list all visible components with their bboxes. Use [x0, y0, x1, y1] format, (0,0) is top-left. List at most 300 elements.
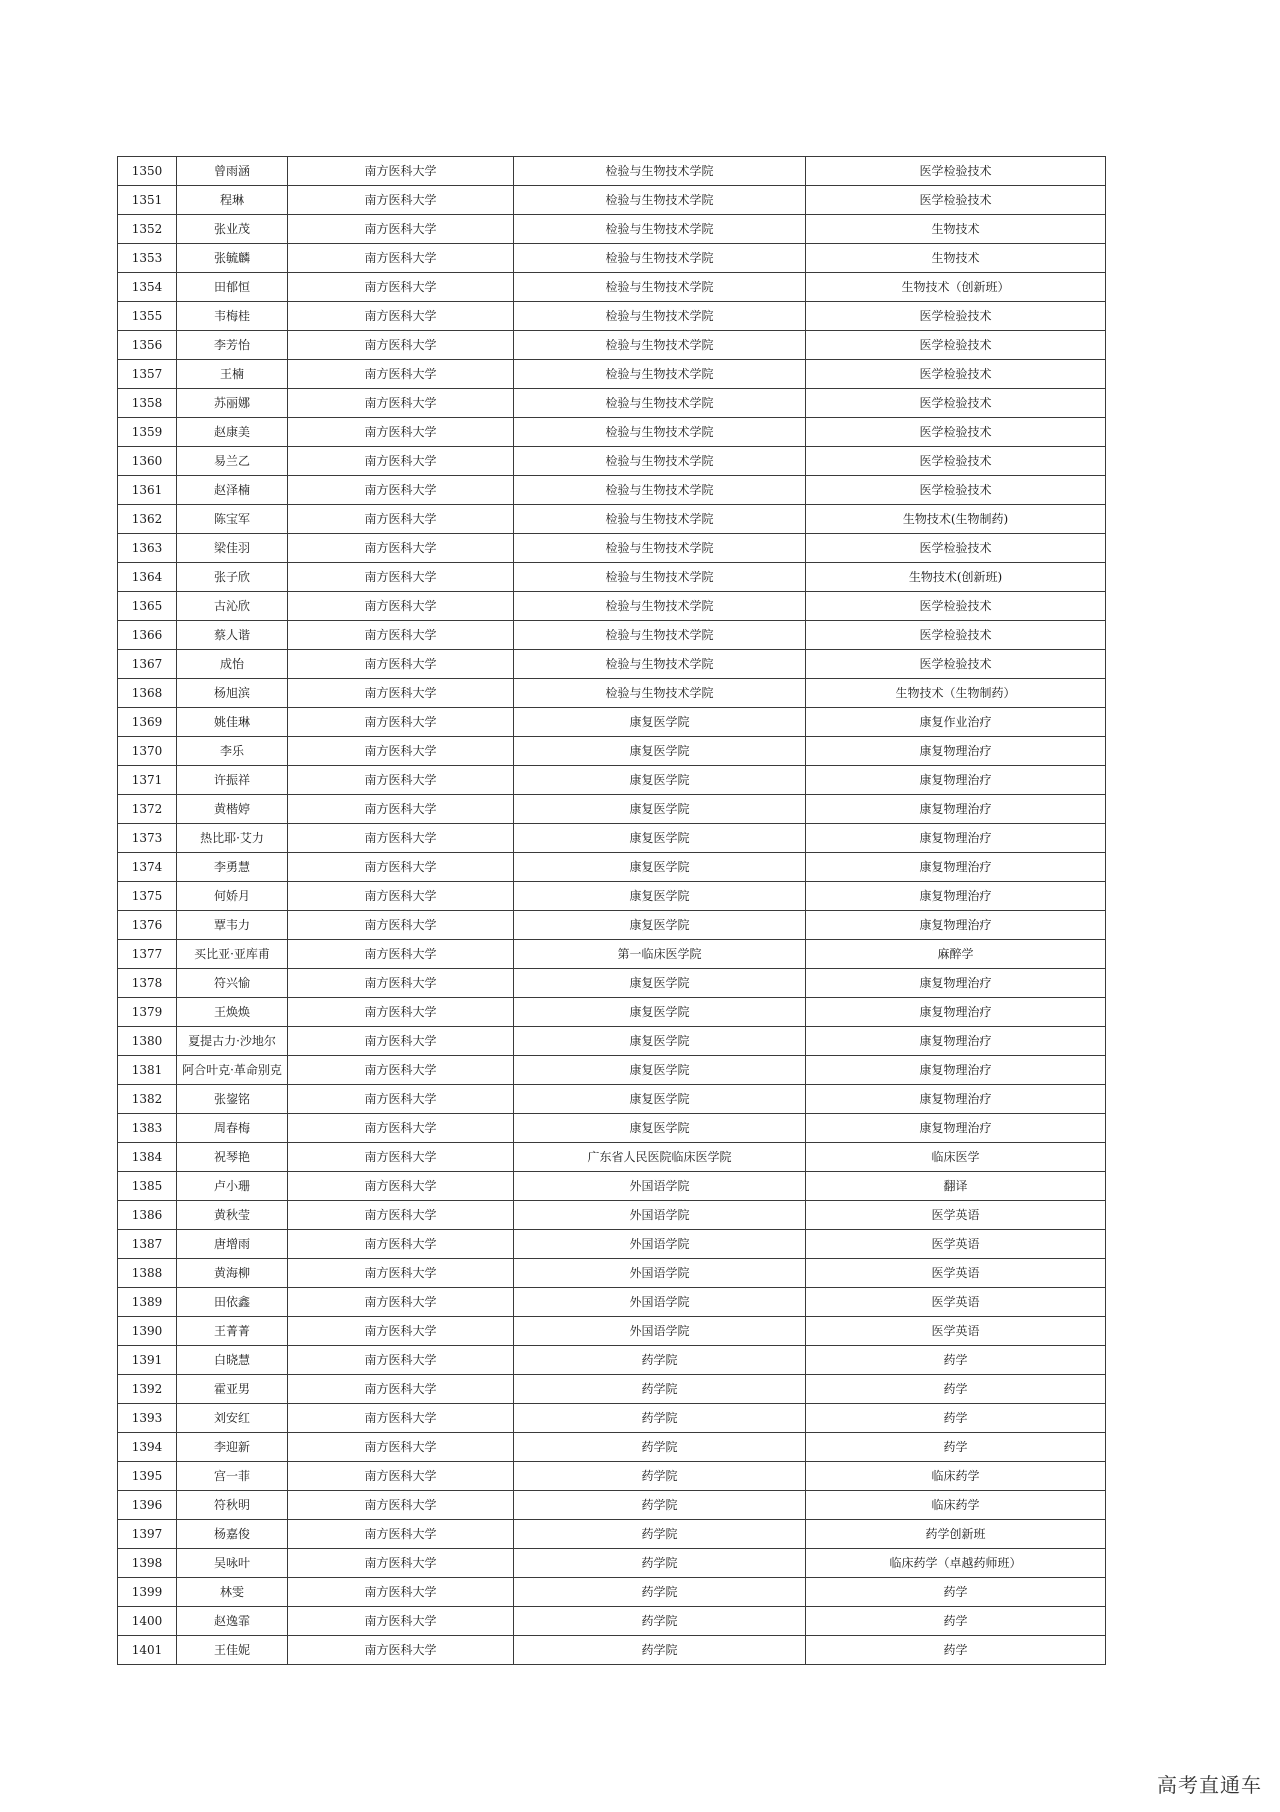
university-cell: 南方医科大学: [288, 911, 514, 940]
student-name-cell: 李乐: [177, 737, 288, 766]
college-cell: 康复医学院: [514, 737, 806, 766]
university-cell: 南方医科大学: [288, 708, 514, 737]
student-name-cell: 古沁欣: [177, 592, 288, 621]
major-cell: 医学检验技术: [806, 447, 1106, 476]
watermark-text: 高考直通车: [1157, 1773, 1262, 1797]
table-row: [118, 418, 1106, 447]
student-name-cell: 李迎新: [177, 1433, 288, 1462]
serial-number-cell: 1367: [118, 650, 177, 679]
major-cell: 康复物理治疗: [806, 766, 1106, 795]
student-name-cell: 田依鑫: [177, 1288, 288, 1317]
major-cell: 生物技术: [806, 215, 1106, 244]
university-cell: 南方医科大学: [288, 563, 514, 592]
major-cell: 医学英语: [806, 1201, 1106, 1230]
college-cell: 康复医学院: [514, 1027, 806, 1056]
university-cell: 南方医科大学: [288, 1230, 514, 1259]
serial-number-cell: 1362: [118, 505, 177, 534]
student-name-cell: 王焕焕: [177, 998, 288, 1027]
student-name-cell: 成怡: [177, 650, 288, 679]
serial-number-cell: 1355: [118, 302, 177, 331]
serial-number-cell: 1383: [118, 1114, 177, 1143]
table-row: [118, 882, 1106, 911]
university-cell: 南方医科大学: [288, 273, 514, 302]
major-cell: 医学检验技术: [806, 534, 1106, 563]
table-row: [118, 650, 1106, 679]
table-row: [118, 1201, 1106, 1230]
university-cell: 南方医科大学: [288, 621, 514, 650]
college-cell: 康复医学院: [514, 708, 806, 737]
student-name-cell: 唐增雨: [177, 1230, 288, 1259]
serial-number-cell: 1351: [118, 186, 177, 215]
college-cell: 药学院: [514, 1375, 806, 1404]
student-name-cell: 李勇慧: [177, 853, 288, 882]
table-row: [118, 447, 1106, 476]
table-row: [118, 940, 1106, 969]
college-cell: 检验与生物技术学院: [514, 186, 806, 215]
college-cell: 检验与生物技术学院: [514, 302, 806, 331]
table-row: [118, 1317, 1106, 1346]
serial-number-cell: 1389: [118, 1288, 177, 1317]
serial-number-cell: 1357: [118, 360, 177, 389]
serial-number-cell: 1373: [118, 824, 177, 853]
college-cell: 检验与生物技术学院: [514, 447, 806, 476]
major-cell: 医学检验技术: [806, 592, 1106, 621]
major-cell: 生物技术（创新班）: [806, 273, 1106, 302]
serial-number-cell: 1354: [118, 273, 177, 302]
table-row: [118, 1462, 1106, 1491]
college-cell: 药学院: [514, 1520, 806, 1549]
university-cell: 南方医科大学: [288, 360, 514, 389]
college-cell: 检验与生物技术学院: [514, 244, 806, 273]
table-row: [118, 679, 1106, 708]
table-row: [118, 1491, 1106, 1520]
serial-number-cell: 1356: [118, 331, 177, 360]
student-name-cell: 赵泽楠: [177, 476, 288, 505]
serial-number-cell: 1374: [118, 853, 177, 882]
student-name-cell: 李芳怡: [177, 331, 288, 360]
college-cell: 检验与生物技术学院: [514, 273, 806, 302]
student-name-cell: 符兴愉: [177, 969, 288, 998]
major-cell: 医学检验技术: [806, 621, 1106, 650]
serial-number-cell: 1398: [118, 1549, 177, 1578]
major-cell: 生物技术: [806, 244, 1106, 273]
serial-number-cell: 1401: [118, 1636, 177, 1665]
table-row: [118, 795, 1106, 824]
university-cell: 南方医科大学: [288, 1288, 514, 1317]
table-row: [118, 1230, 1106, 1259]
college-cell: 药学院: [514, 1578, 806, 1607]
table-row: [118, 389, 1106, 418]
university-cell: 南方医科大学: [288, 1085, 514, 1114]
table-row: [118, 1143, 1106, 1172]
serial-number-cell: 1370: [118, 737, 177, 766]
table-row: [118, 621, 1106, 650]
student-name-cell: 韦梅桂: [177, 302, 288, 331]
university-cell: 南方医科大学: [288, 650, 514, 679]
university-cell: 南方医科大学: [288, 1375, 514, 1404]
table-row: [118, 1056, 1106, 1085]
student-name-cell: 符秋明: [177, 1491, 288, 1520]
college-cell: 检验与生物技术学院: [514, 621, 806, 650]
college-cell: 第一临床医学院: [514, 940, 806, 969]
serial-number-cell: 1384: [118, 1143, 177, 1172]
serial-number-cell: 1366: [118, 621, 177, 650]
table-row: [118, 534, 1106, 563]
student-name-cell: 夏提古力·沙地尔: [177, 1027, 288, 1056]
college-cell: 康复医学院: [514, 1056, 806, 1085]
serial-number-cell: 1380: [118, 1027, 177, 1056]
serial-number-cell: 1375: [118, 882, 177, 911]
table-row: [118, 563, 1106, 592]
major-cell: 麻醉学: [806, 940, 1106, 969]
serial-number-cell: 1391: [118, 1346, 177, 1375]
serial-number-cell: 1382: [118, 1085, 177, 1114]
college-cell: 检验与生物技术学院: [514, 418, 806, 447]
university-cell: 南方医科大学: [288, 505, 514, 534]
university-cell: 南方医科大学: [288, 418, 514, 447]
student-name-cell: 周春梅: [177, 1114, 288, 1143]
table-row: [118, 1520, 1106, 1549]
student-name-cell: 程琳: [177, 186, 288, 215]
college-cell: 药学院: [514, 1404, 806, 1433]
student-name-cell: 祝琴艳: [177, 1143, 288, 1172]
student-name-cell: 张业茂: [177, 215, 288, 244]
major-cell: 康复物理治疗: [806, 1085, 1106, 1114]
university-cell: 南方医科大学: [288, 679, 514, 708]
college-cell: 康复医学院: [514, 882, 806, 911]
major-cell: 临床药学（卓越药师班）: [806, 1549, 1106, 1578]
university-cell: 南方医科大学: [288, 186, 514, 215]
major-cell: 药学: [806, 1578, 1106, 1607]
college-cell: 药学院: [514, 1607, 806, 1636]
table-row: [118, 360, 1106, 389]
table-row: [118, 505, 1106, 534]
table-row: [118, 215, 1106, 244]
table-row: [118, 1085, 1106, 1114]
student-name-cell: 曾雨涵: [177, 157, 288, 186]
student-name-cell: 王菁菁: [177, 1317, 288, 1346]
serial-number-cell: 1393: [118, 1404, 177, 1433]
university-cell: 南方医科大学: [288, 1056, 514, 1085]
university-cell: 南方医科大学: [288, 447, 514, 476]
table-row: [118, 737, 1106, 766]
serial-number-cell: 1372: [118, 795, 177, 824]
college-cell: 康复医学院: [514, 1085, 806, 1114]
major-cell: 药学: [806, 1375, 1106, 1404]
table-row: [118, 853, 1106, 882]
student-name-cell: 买比亚·亚库甫: [177, 940, 288, 969]
university-cell: 南方医科大学: [288, 302, 514, 331]
university-cell: 南方医科大学: [288, 766, 514, 795]
table-row: [118, 1636, 1106, 1665]
major-cell: 药学创新班: [806, 1520, 1106, 1549]
table-row: [118, 708, 1106, 737]
serial-number-cell: 1396: [118, 1491, 177, 1520]
serial-number-cell: 1387: [118, 1230, 177, 1259]
student-name-cell: 易兰乙: [177, 447, 288, 476]
university-cell: 南方医科大学: [288, 1636, 514, 1665]
university-cell: 南方医科大学: [288, 1462, 514, 1491]
student-name-cell: 黄海柳: [177, 1259, 288, 1288]
table-row: [118, 911, 1106, 940]
college-cell: 检验与生物技术学院: [514, 215, 806, 244]
university-cell: 南方医科大学: [288, 1549, 514, 1578]
university-cell: 南方医科大学: [288, 824, 514, 853]
university-cell: 南方医科大学: [288, 389, 514, 418]
major-cell: 康复物理治疗: [806, 969, 1106, 998]
student-name-cell: 姚佳琳: [177, 708, 288, 737]
serial-number-cell: 1361: [118, 476, 177, 505]
university-cell: 南方医科大学: [288, 969, 514, 998]
table-row: [118, 1346, 1106, 1375]
college-cell: 康复医学院: [514, 795, 806, 824]
table-row: [118, 157, 1106, 186]
serial-number-cell: 1385: [118, 1172, 177, 1201]
student-name-cell: 覃韦力: [177, 911, 288, 940]
student-name-cell: 林雯: [177, 1578, 288, 1607]
student-name-cell: 张毓麟: [177, 244, 288, 273]
major-cell: 医学检验技术: [806, 476, 1106, 505]
serial-number-cell: 1395: [118, 1462, 177, 1491]
student-name-cell: 杨嘉俊: [177, 1520, 288, 1549]
serial-number-cell: 1394: [118, 1433, 177, 1462]
college-cell: 药学院: [514, 1636, 806, 1665]
college-cell: 外国语学院: [514, 1172, 806, 1201]
student-name-cell: 陈宝军: [177, 505, 288, 534]
major-cell: 药学: [806, 1404, 1106, 1433]
major-cell: 康复物理治疗: [806, 1027, 1106, 1056]
university-cell: 南方医科大学: [288, 853, 514, 882]
major-cell: 医学英语: [806, 1317, 1106, 1346]
serial-number-cell: 1392: [118, 1375, 177, 1404]
serial-number-cell: 1379: [118, 998, 177, 1027]
university-cell: 南方医科大学: [288, 244, 514, 273]
serial-number-cell: 1386: [118, 1201, 177, 1230]
serial-number-cell: 1353: [118, 244, 177, 273]
major-cell: 医学英语: [806, 1259, 1106, 1288]
student-name-cell: 黄秋莹: [177, 1201, 288, 1230]
major-cell: 康复物理治疗: [806, 998, 1106, 1027]
major-cell: 康复物理治疗: [806, 853, 1106, 882]
student-name-cell: 阿合叶克·革命别克: [177, 1056, 288, 1085]
student-roster-table: [117, 156, 1106, 1665]
table-row: [118, 1114, 1106, 1143]
table-row: [118, 1375, 1106, 1404]
serial-number-cell: 1390: [118, 1317, 177, 1346]
serial-number-cell: 1388: [118, 1259, 177, 1288]
major-cell: 临床医学: [806, 1143, 1106, 1172]
major-cell: 医学检验技术: [806, 650, 1106, 679]
serial-number-cell: 1369: [118, 708, 177, 737]
student-name-cell: 张鋆铭: [177, 1085, 288, 1114]
college-cell: 检验与生物技术学院: [514, 331, 806, 360]
college-cell: 外国语学院: [514, 1288, 806, 1317]
major-cell: 医学英语: [806, 1288, 1106, 1317]
college-cell: 康复医学院: [514, 1114, 806, 1143]
college-cell: 药学院: [514, 1346, 806, 1375]
table-row: [118, 1404, 1106, 1433]
table-row: [118, 331, 1106, 360]
serial-number-cell: 1352: [118, 215, 177, 244]
university-cell: 南方医科大学: [288, 1346, 514, 1375]
college-cell: 药学院: [514, 1549, 806, 1578]
university-cell: 南方医科大学: [288, 476, 514, 505]
college-cell: 外国语学院: [514, 1201, 806, 1230]
university-cell: 南方医科大学: [288, 1578, 514, 1607]
college-cell: 外国语学院: [514, 1317, 806, 1346]
major-cell: 医学检验技术: [806, 302, 1106, 331]
major-cell: 康复物理治疗: [806, 911, 1106, 940]
major-cell: 药学: [806, 1607, 1106, 1636]
major-cell: 生物技术(创新班): [806, 563, 1106, 592]
serial-number-cell: 1364: [118, 563, 177, 592]
university-cell: 南方医科大学: [288, 1317, 514, 1346]
serial-number-cell: 1377: [118, 940, 177, 969]
college-cell: 检验与生物技术学院: [514, 563, 806, 592]
university-cell: 南方医科大学: [288, 882, 514, 911]
college-cell: 康复医学院: [514, 766, 806, 795]
college-cell: 药学院: [514, 1491, 806, 1520]
serial-number-cell: 1360: [118, 447, 177, 476]
college-cell: 广东省人民医院临床医学院: [514, 1143, 806, 1172]
serial-number-cell: 1368: [118, 679, 177, 708]
major-cell: 康复物理治疗: [806, 795, 1106, 824]
student-name-cell: 张子欣: [177, 563, 288, 592]
table-row: [118, 273, 1106, 302]
college-cell: 康复医学院: [514, 853, 806, 882]
student-name-cell: 田郁恒: [177, 273, 288, 302]
university-cell: 南方医科大学: [288, 737, 514, 766]
serial-number-cell: 1399: [118, 1578, 177, 1607]
table-row: [118, 186, 1106, 215]
university-cell: 南方医科大学: [288, 1172, 514, 1201]
college-cell: 外国语学院: [514, 1230, 806, 1259]
college-cell: 康复医学院: [514, 824, 806, 853]
university-cell: 南方医科大学: [288, 940, 514, 969]
university-cell: 南方医科大学: [288, 1520, 514, 1549]
major-cell: 医学检验技术: [806, 331, 1106, 360]
major-cell: 康复作业治疗: [806, 708, 1106, 737]
serial-number-cell: 1381: [118, 1056, 177, 1085]
college-cell: 检验与生物技术学院: [514, 679, 806, 708]
major-cell: 医学英语: [806, 1230, 1106, 1259]
table-row: [118, 1607, 1106, 1636]
major-cell: 临床药学: [806, 1491, 1106, 1520]
student-name-cell: 黄楷婷: [177, 795, 288, 824]
table-row: [118, 592, 1106, 621]
serial-number-cell: 1371: [118, 766, 177, 795]
table-row: [118, 1027, 1106, 1056]
student-name-cell: 王楠: [177, 360, 288, 389]
college-cell: 康复医学院: [514, 911, 806, 940]
college-cell: 检验与生物技术学院: [514, 534, 806, 563]
roster-body: [118, 157, 1106, 1665]
college-cell: 检验与生物技术学院: [514, 505, 806, 534]
college-cell: 检验与生物技术学院: [514, 592, 806, 621]
university-cell: 南方医科大学: [288, 331, 514, 360]
serial-number-cell: 1359: [118, 418, 177, 447]
major-cell: 医学检验技术: [806, 157, 1106, 186]
major-cell: 临床药学: [806, 1462, 1106, 1491]
serial-number-cell: 1350: [118, 157, 177, 186]
serial-number-cell: 1363: [118, 534, 177, 563]
college-cell: 检验与生物技术学院: [514, 157, 806, 186]
college-cell: 药学院: [514, 1433, 806, 1462]
major-cell: 药学: [806, 1346, 1106, 1375]
student-name-cell: 蔡人谐: [177, 621, 288, 650]
university-cell: 南方医科大学: [288, 157, 514, 186]
college-cell: 检验与生物技术学院: [514, 389, 806, 418]
major-cell: 医学检验技术: [806, 186, 1106, 215]
table-row: [118, 998, 1106, 1027]
table-row: [118, 1549, 1106, 1578]
student-name-cell: 许振祥: [177, 766, 288, 795]
table-row: [118, 1288, 1106, 1317]
student-name-cell: 梁佳羽: [177, 534, 288, 563]
college-cell: 药学院: [514, 1462, 806, 1491]
major-cell: 生物技术（生物制药）: [806, 679, 1106, 708]
university-cell: 南方医科大学: [288, 1433, 514, 1462]
major-cell: 康复物理治疗: [806, 1056, 1106, 1085]
student-name-cell: 霍亚男: [177, 1375, 288, 1404]
university-cell: 南方医科大学: [288, 1259, 514, 1288]
university-cell: 南方医科大学: [288, 998, 514, 1027]
table-row: [118, 1578, 1106, 1607]
table-row: [118, 969, 1106, 998]
table-row: [118, 766, 1106, 795]
student-name-cell: 吴咏叶: [177, 1549, 288, 1578]
major-cell: 药学: [806, 1433, 1106, 1462]
major-cell: 翻译: [806, 1172, 1106, 1201]
college-cell: 康复医学院: [514, 969, 806, 998]
student-name-cell: 宫一菲: [177, 1462, 288, 1491]
university-cell: 南方医科大学: [288, 1027, 514, 1056]
student-name-cell: 杨旭滨: [177, 679, 288, 708]
university-cell: 南方医科大学: [288, 1114, 514, 1143]
major-cell: 医学检验技术: [806, 360, 1106, 389]
serial-number-cell: 1358: [118, 389, 177, 418]
serial-number-cell: 1397: [118, 1520, 177, 1549]
university-cell: 南方医科大学: [288, 534, 514, 563]
major-cell: 康复物理治疗: [806, 882, 1106, 911]
student-name-cell: 赵逸霏: [177, 1607, 288, 1636]
university-cell: 南方医科大学: [288, 1491, 514, 1520]
table-row: [118, 244, 1106, 273]
university-cell: 南方医科大学: [288, 1143, 514, 1172]
college-cell: 外国语学院: [514, 1259, 806, 1288]
major-cell: 药学: [806, 1636, 1106, 1665]
table-row: [118, 1259, 1106, 1288]
major-cell: 医学检验技术: [806, 418, 1106, 447]
major-cell: 康复物理治疗: [806, 737, 1106, 766]
university-cell: 南方医科大学: [288, 1201, 514, 1230]
major-cell: 医学检验技术: [806, 389, 1106, 418]
major-cell: 康复物理治疗: [806, 1114, 1106, 1143]
table-row: [118, 1172, 1106, 1201]
table-row: [118, 824, 1106, 853]
college-cell: 检验与生物技术学院: [514, 360, 806, 389]
serial-number-cell: 1376: [118, 911, 177, 940]
university-cell: 南方医科大学: [288, 1404, 514, 1433]
college-cell: 康复医学院: [514, 998, 806, 1027]
college-cell: 检验与生物技术学院: [514, 650, 806, 679]
student-name-cell: 苏丽娜: [177, 389, 288, 418]
student-name-cell: 卢小珊: [177, 1172, 288, 1201]
serial-number-cell: 1365: [118, 592, 177, 621]
university-cell: 南方医科大学: [288, 215, 514, 244]
student-name-cell: 赵康美: [177, 418, 288, 447]
serial-number-cell: 1378: [118, 969, 177, 998]
